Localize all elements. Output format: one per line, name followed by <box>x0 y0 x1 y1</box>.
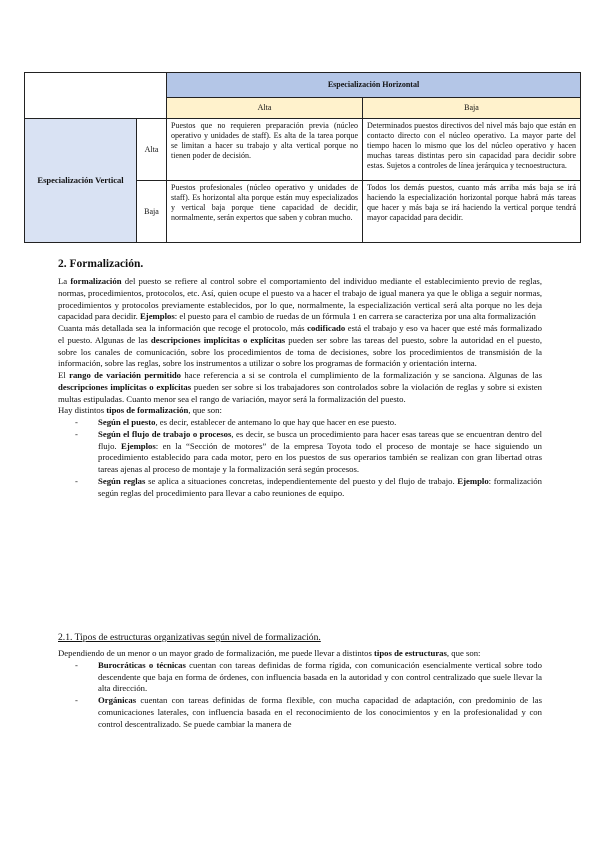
cell-alta-alta: Puestos que no requieren preparación previa (núcleo operativo y unidades de staff). Es alta de la tarea porque se limitan a hacer su trabajo y alta vertical porque no tienen poder de decisión. <box>167 119 363 181</box>
formalization-types-list <box>58 417 542 499</box>
cell-alta-baja: Determinados puestos directivos del nivel más bajo que están en contacto directo con el núcleo operativo. La mayor parte del tiempo hacen lo mismo que los del núcleo operativo y hacen muchas tareas distintas pero sin capacidad para decidir sobre estas. Sujetos a controles de línea jerárquica y tecnoestructura. <box>363 119 581 181</box>
header-horizontal-specialization: Especialización Horizontal <box>167 73 581 98</box>
paragraph-tipos-formalizacion: Hay distintos tipos de formalización, que son: <box>58 405 222 416</box>
list-item: - Burocráticas o técnicas cuentan con tareas definidas de forma rígida, con comunicación esencialmente vertical sobre todo descendente que baja en forma de órdenes, con influencia basada en la autoridad y con control centralizado que suele llevar la alta dirección. <box>58 660 542 695</box>
header-baja: Baja <box>363 98 581 119</box>
list-item: - Según reglas se aplica a situaciones concretas, independientemente del puesto y del flujo de trabajo. Ejemplo: formalización según reglas del procedimiento para llevar a cabo reuniones de equipo. <box>58 476 542 500</box>
paragraph-tipos-estructuras: Dependiendo de un menor o un mayor grado de formalización, me puede llevar a distintos tipos de estructuras, que son: <box>58 648 481 658</box>
table-corner-cell <box>25 73 167 119</box>
section-2-title: 2. Formalización. <box>58 258 144 270</box>
sub-label-alta: Alta <box>137 119 167 181</box>
cell-baja-baja: Todos los demás puestos, cuanto más arriba más baja se irá haciendo la especialización horizontal porque habrá más tareas que hacer y más baja se irá haciendo la vertical porque tendrá mayor capacidad para decidir. <box>363 181 581 243</box>
paragraph-codificado: Cuanta más detallada sea la información que recoge el protocolo, más codificado está el trabajo y eso va hacer que esté más formalizado el puesto. Algunas de las descripciones implícitas o explícitas pueden ser sobre las tareas del puesto, sobre la autoridad en el puesto, sobre los canales de comunicación, sobre los procedimientos de toma de decisiones, sobre los procedimientos de transmisión de la información, sobre las reglas, sobre los instrumentos a utilizar o sobre los programas de formación y orientación interna. <box>58 323 543 369</box>
specialization-table <box>24 72 581 243</box>
paragraph-formalizacion: La formalización del puesto se refiere al control sobre el comportamiento del individuo mediante el establecimiento previo de reglas, normas, procedimientos, protocolos, etc. Así, quien ocupe el puesto va a hacer el trabajo de igual manera ya que le obliga a seguir normas, procedimientos y protocolos previamente establecidos, por lo que, normalmente, la especialización vertical será alta porque no les deja capacidad para decidir. Ejemplos: el puesto para el cambio de ruedas de un fórmula 1 en carrera se caracteriza por una alta formalización <box>58 276 542 322</box>
header-alta: Alta <box>167 98 363 119</box>
cell-baja-alta: Puestos profesionales (núcleo operativo y unidades de staff). Es horizontal alta porque están muy especializados y vertical baja porque tiene capacidad de decidir, normalmente, serán expertos que saben y cobran mucho. <box>167 181 363 243</box>
row-label-vertical-specialization: Especialización Vertical <box>25 119 137 243</box>
paragraph-rango-variacion: El rango de variación permitido hace referencia a si se controla el cumplimiento de la formalización y se sanciona. Algunas de las descripciones implícitas o explícitas pueden ser sobre si los trabajadores son controlados sobre la violación de reglas y sobre si existen multas estipuladas. Cuanto menor sea el rango de variación, mayor será la formalización del puesto. <box>58 370 542 404</box>
section-2-body <box>58 276 542 499</box>
section-2-1-body <box>58 648 542 730</box>
structure-types-list <box>58 660 542 731</box>
list-item: - Orgánicas cuentan con tareas definidas de forma flexible, con mucha capacidad de adaptación, con predominio de las comunicaciones laterales, con influencia basada en el reconocimiento de los conocimientos y en la profesionalidad y con control descentralizado. Se puede cambiar la manera de <box>58 695 542 730</box>
list-item: - Según el flujo de trabajo o procesos, es decir, se busca un procedimiento para hacer esas tareas que se encuentran dentro del flujo. Ejemplos: en la “Sección de motores” de la empresa Toyota todo el proceso de montaje se hace siguiendo un procedimiento establecido para cada motor, pero en los puestos de sus operarios también se realizan con gran libertad otras tareas ajenas al proceso de montaje y la formalización será según procesos. <box>58 429 542 476</box>
sub-label-baja: Baja <box>137 181 167 243</box>
section-2-1-title: 2.1. Tipos de estructuras organizativas según nivel de formalización. <box>58 632 321 643</box>
list-item: - Según el puesto, es decir, establecer de antemano lo que hay que hacer en ese puesto. <box>58 417 542 429</box>
